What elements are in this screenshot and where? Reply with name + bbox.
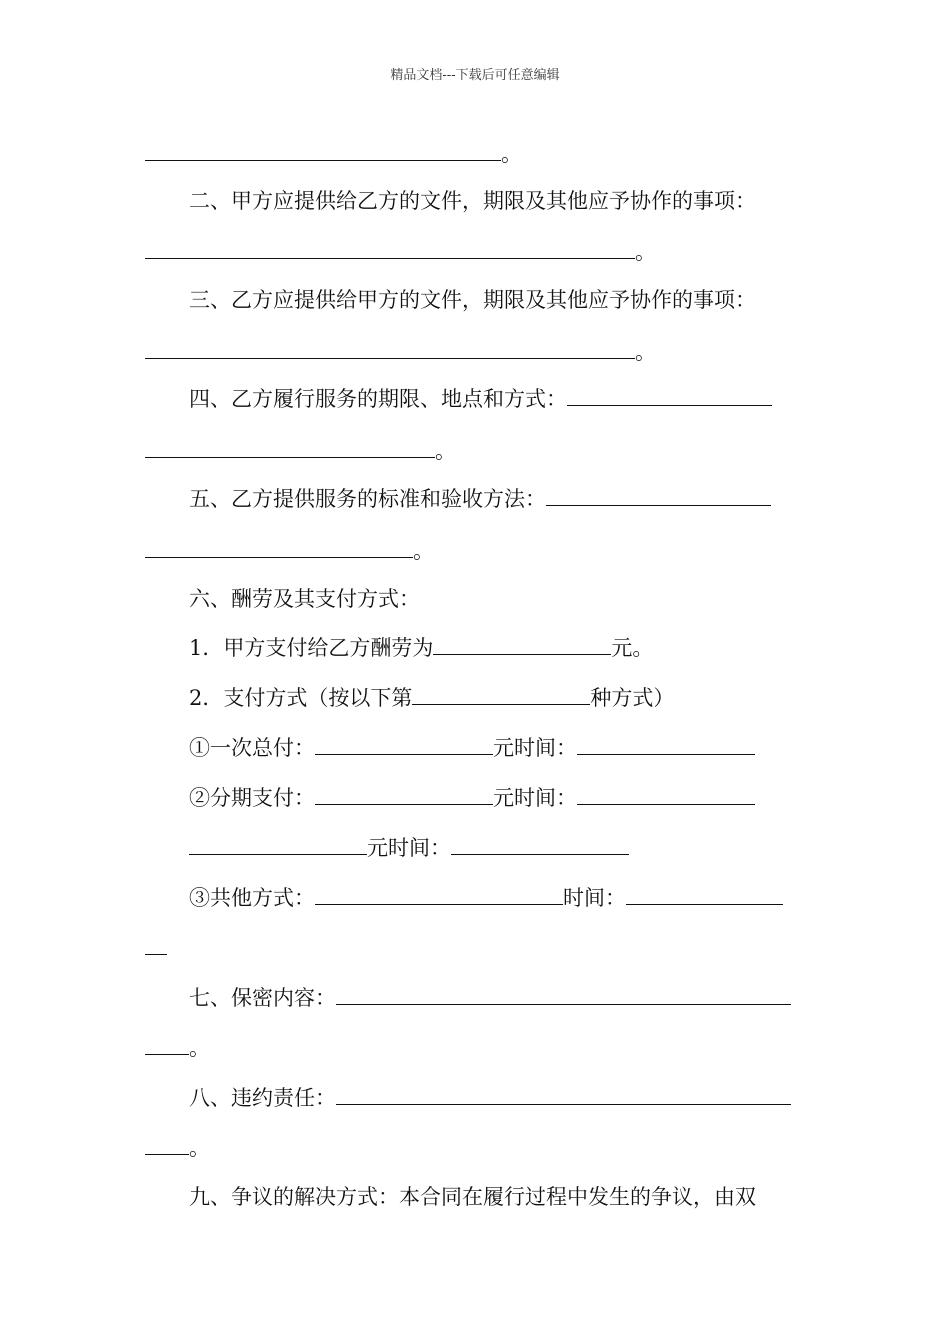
clause-two: 二、甲方应提供给乙方的文件，期限及其他应予协作的事项： <box>189 189 756 213</box>
fill-blank <box>145 1134 189 1155</box>
clause-six: 六、酬劳及其支付方式： <box>189 587 420 611</box>
installment-payment-cont: 元时间： <box>189 834 629 862</box>
fill-blank <box>577 734 755 755</box>
fill-blank <box>315 884 563 905</box>
fill-blank <box>189 834 367 855</box>
fill-blank <box>145 1034 189 1055</box>
fill-blank <box>577 784 755 805</box>
blank-line: 。 <box>145 1134 210 1162</box>
fill-blank <box>145 140 501 161</box>
fill-blank <box>145 934 167 955</box>
fill-blank <box>412 684 590 705</box>
lump-sum-payment: ①一次总付： 元时间： <box>189 734 755 762</box>
other-payment: ③共他方式： 时间： <box>189 884 783 912</box>
blank-line: 。 <box>145 338 656 366</box>
fill-blank <box>451 834 629 855</box>
installment-payment: ②分期支付： 元时间： <box>189 784 755 812</box>
fill-blank <box>546 485 771 506</box>
fill-blank <box>336 1084 791 1105</box>
blank-line: 。 <box>145 140 522 168</box>
fill-blank <box>626 884 783 905</box>
blank-line: 。 <box>145 1034 210 1062</box>
clause-five: 五、乙方提供服务的标准和验收方法： <box>189 485 771 513</box>
blank-line <box>145 934 167 962</box>
blank-line: 。 <box>145 437 456 465</box>
fill-blank <box>336 984 791 1005</box>
clause-nine: 九、争议的解决方式：本合同在履行过程中发生的争议，由双 <box>189 1185 756 1209</box>
fill-blank <box>145 537 413 558</box>
clause-three: 三、乙方应提供给甲方的文件，期限及其他应予协作的事项： <box>189 288 756 312</box>
fill-blank <box>145 338 635 359</box>
page-header: 精品文档---下载后可任意编辑 <box>390 68 560 83</box>
blank-line: 。 <box>145 238 656 266</box>
fill-blank <box>315 784 493 805</box>
clause-eight: 八、违约责任： <box>189 1084 791 1112</box>
payment-amount: 1．甲方支付给乙方酬劳为 元。 <box>189 636 654 660</box>
fill-blank <box>145 238 635 259</box>
payment-method: 2．支付方式（按以下第 种方式） <box>189 686 675 710</box>
clause-seven: 七、保密内容： <box>189 984 791 1012</box>
fill-blank <box>145 437 435 458</box>
blank-line: 。 <box>145 537 434 565</box>
clause-four: 四、乙方履行服务的期限、地点和方式： <box>189 385 772 413</box>
fill-blank <box>567 385 772 406</box>
fill-blank <box>315 734 493 755</box>
fill-blank <box>433 634 611 655</box>
